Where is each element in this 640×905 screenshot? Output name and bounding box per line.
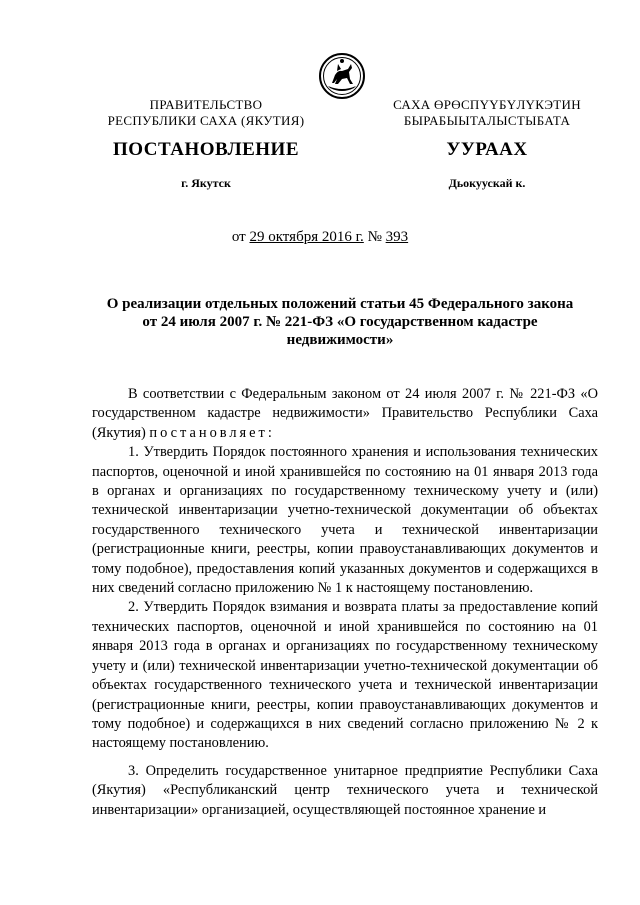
number-separator: № bbox=[363, 229, 386, 245]
title-line2: от 24 июля 2007 г. № 221-ФЗ «О государственном кадастре bbox=[142, 314, 538, 330]
document-body bbox=[92, 385, 598, 820]
right-doctype: УУРААХ bbox=[446, 139, 528, 160]
document-number: 393 bbox=[385, 229, 409, 245]
title-line3: недвижимости» bbox=[286, 332, 394, 348]
left-org-line2: РЕСПУБЛИКИ САХА (ЯКУТИЯ) bbox=[107, 113, 305, 128]
intro-text: В соответствии с Федеральным законом от 24 июля 2007 г. № 221-ФЗ «О государственном кадастре недвижимости» Правительство Республики Саха (Якутия) bbox=[92, 386, 598, 441]
right-org-line2: БЫРАБЫЫТАЛЫСТЫБАТА bbox=[403, 113, 571, 128]
item-1-paragraph: 1. Утвердить Порядок постоянного хранения и использования технических паспортов, оценочной и иной хранившейся по состоянию на 01 января 2013 года в органах и организациях по государственному техническому учету и (или) технической инвентаризации учетно-технической документации об объектах государственного технического учета и технической инвентаризации (регистрационные книги, реестры, копии правоустанавливающих документов и тому подобное), предоставления копий указанных документов и содержащихся в них сведений согласно приложению № 1 к настоящему постановлению. bbox=[92, 444, 598, 597]
document-date: 29 октября 2016 г. bbox=[249, 229, 364, 245]
left-org-line1: ПРАВИТЕЛЬСТВО bbox=[149, 97, 263, 112]
left-city: г. Якутск bbox=[181, 176, 231, 190]
left-org-name bbox=[86, 97, 326, 129]
intro-paragraph bbox=[92, 385, 598, 443]
date-prefix: от bbox=[231, 229, 250, 245]
date-number-line bbox=[0, 229, 640, 246]
right-org-name bbox=[364, 97, 610, 129]
item-3-paragraph: 3. Определить государственное унитарное предприятие Республики Саха (Якутия) «Республиканский центр технического учета и технической инвентаризации» организацией, осуществляющей постоянное хранение и bbox=[92, 762, 598, 818]
right-city: Дьокуускай к. bbox=[448, 176, 526, 190]
resolves-word: постановляет: bbox=[149, 424, 275, 441]
right-org-line1: САХА ӨРӨСПҮҮБҮЛҮКЭТИН bbox=[393, 97, 581, 112]
coat-of-arms-emblem-icon bbox=[318, 52, 366, 100]
title-line1: О реализации отдельных положений статьи 45 Федерального закона bbox=[106, 296, 574, 312]
item-2-paragraph: 2. Утвердить Порядок взимания и возврата платы за предоставление копий технических паспортов, оценочной и иной хранившейся по состоянию на 01 января 2013 года в органах и организациях по государственному техническому учету и (или) технической инвентаризации учетно-технической документации об объектах государственного технического учета и технической инвентаризации (регистрационные книги, реестры, копии правоустанавливающих документов и тому подобное) и содержащихся в них сведений согласно приложению № 2 к настоящему постановлению. bbox=[92, 599, 598, 752]
document-title bbox=[100, 295, 580, 349]
left-doctype: ПОСТАНОВЛЕНИЕ bbox=[112, 139, 300, 160]
